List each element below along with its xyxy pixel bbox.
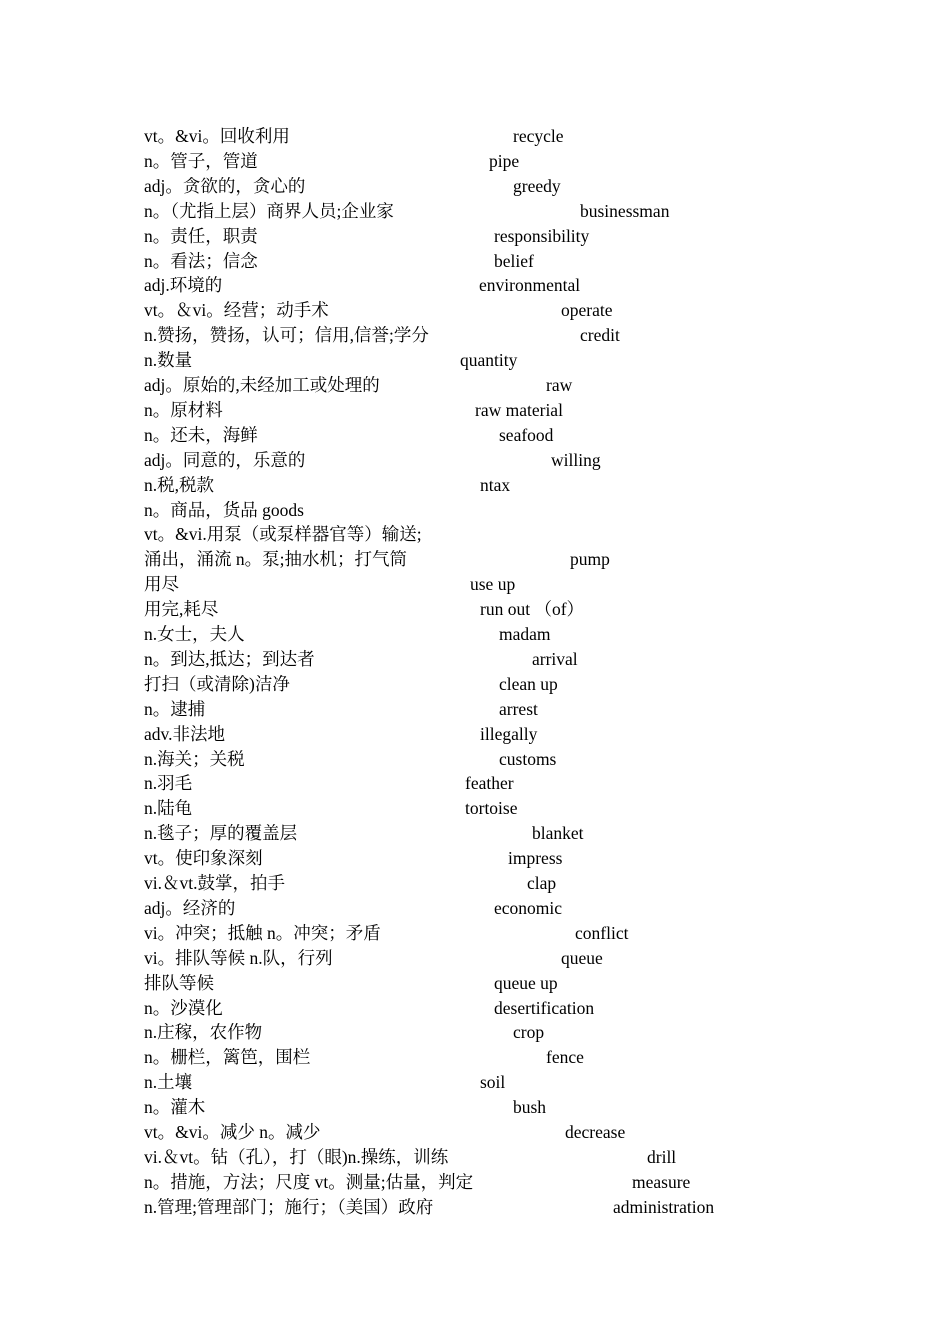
vocab-word: fence xyxy=(546,1047,584,1068)
vocab-definition: n。（尤指上层）商界人员;企业家 xyxy=(144,200,394,221)
vocab-word: pump xyxy=(570,549,610,570)
vocab-word: clap xyxy=(527,873,557,893)
vocab-word: belief xyxy=(494,250,534,271)
vocab-definition: vi.＆vt.鼓掌，拍手 xyxy=(144,873,285,893)
vocab-definition: 打扫（或清除)洁净 xyxy=(144,673,290,694)
vocab-definition: n.赞扬，赞扬，认可；信用,信誉;学分 xyxy=(144,325,429,346)
vocab-word: conflict xyxy=(575,922,629,943)
vocab-definition: n.数量 xyxy=(144,350,193,371)
vocab-definition: n。管子，管道 xyxy=(144,150,258,171)
vocab-definition: n.管理;管理部门；施行；（美国）政府 xyxy=(144,1196,434,1217)
vocab-word: seafood xyxy=(499,424,554,445)
vocab-word: environmental xyxy=(479,275,581,296)
vocab-definition: vt。&vi。减少 n。减少 xyxy=(144,1122,321,1142)
vocab-word: arrival xyxy=(532,648,578,669)
vocab-word: economic xyxy=(494,897,563,918)
vocab-definition: n。逮捕 xyxy=(144,698,206,719)
vocab-word: raw material xyxy=(475,399,563,420)
vocab-definition: vt。使印象深刻 xyxy=(144,848,263,869)
vocab-definition: n.陆龟 xyxy=(144,798,193,819)
vocab-definition: n.羽毛 xyxy=(144,773,193,794)
vocab-definition: n。原材料 xyxy=(144,399,223,420)
vocab-definition: adj。经济的 xyxy=(144,897,236,918)
vocab-definition: adj。贪欲的，贪心的 xyxy=(144,175,306,196)
vocab-definition: n.毯子；厚的覆盖层 xyxy=(144,823,298,844)
vocab-definition: 用尽 xyxy=(144,574,179,595)
vocab-definition: vt。&vi。回收利用 xyxy=(144,126,290,146)
vocab-definition: 涌出，涌流 n。泵;抽水机；打气筒 xyxy=(144,549,407,570)
vocab-definition: n.土壤 xyxy=(144,1072,193,1093)
vocab-word: drill xyxy=(647,1146,677,1167)
vocab-definition: adj。同意的，乐意的 xyxy=(144,449,306,470)
vocab-definition: n.庄稼，农作物 xyxy=(144,1022,263,1043)
vocab-word: blanket xyxy=(532,823,584,844)
vocab-word: madam xyxy=(499,624,551,644)
vocab-word: clean up xyxy=(499,673,558,694)
vocab-definition: vt。&vi.用泵（或泵样器官等）输送; xyxy=(144,524,422,545)
vocab-word: credit xyxy=(580,325,620,346)
vocab-definition: 排队等候 xyxy=(144,972,214,993)
vocab-definition: n.女士，夫人 xyxy=(144,624,245,644)
vocab-word: measure xyxy=(632,1171,691,1192)
vocab-definition: adv.非法地 xyxy=(144,723,226,744)
vocab-word: operate xyxy=(561,300,613,321)
vocab-definition: 用完,耗尽 xyxy=(144,599,219,620)
vocab-word: customs xyxy=(499,748,557,769)
vocab-definition: n。责任，职责 xyxy=(144,225,258,246)
vocab-definition: n。到达,抵达；到达者 xyxy=(144,648,315,669)
vocab-word: decrease xyxy=(565,1122,626,1142)
vocab-definition: n。还未，海鲜 xyxy=(144,424,258,445)
vocab-word: use up xyxy=(470,574,516,595)
vocab-word: bush xyxy=(513,1097,547,1118)
vocab-definition: n.海关；关税 xyxy=(144,748,245,769)
vocab-word: ntax xyxy=(480,474,511,495)
vocab-definition: vt。＆vi。经营；动手术 xyxy=(144,300,329,321)
vocab-word: businessman xyxy=(580,200,670,221)
vocab-word: pipe xyxy=(489,150,520,171)
vocab-word: administration xyxy=(613,1196,715,1217)
vocab-word: arrest xyxy=(499,698,538,719)
vocab-definition: adj.环境的 xyxy=(144,275,223,296)
vocab-word: impress xyxy=(508,848,563,869)
vocab-definition: vi。排队等候 n.队，行列 xyxy=(144,947,333,968)
vocab-word: run out （of） xyxy=(480,599,585,620)
vocab-definition: n。措施，方法；尺度 vt。测量;估量，判定 xyxy=(144,1171,474,1192)
vocab-word: raw xyxy=(546,375,573,395)
vocab-definition: vi。冲突；抵触 n。冲突；矛盾 xyxy=(144,922,381,943)
vocab-definition: vi.＆vt。钻（孔），打（眼)n.操练，训练 xyxy=(144,1146,449,1167)
vocab-definition: n。商品，货品 goods xyxy=(144,499,304,520)
vocab-word: crop xyxy=(513,1022,545,1043)
vocab-definition: n。栅栏，篱笆，围栏 xyxy=(144,1047,311,1068)
vocab-definition: n。看法；信念 xyxy=(144,250,258,271)
vocab-word: queue up xyxy=(494,972,558,993)
vocab-word: illegally xyxy=(480,723,538,744)
vocab-word: greedy xyxy=(513,175,561,196)
vocab-definition: n。沙漠化 xyxy=(144,997,223,1018)
vocab-word: desertification xyxy=(494,997,595,1018)
vocab-word: soil xyxy=(480,1072,506,1093)
vocab-word: responsibility xyxy=(494,225,590,246)
vocab-word: queue xyxy=(561,947,603,968)
vocab-word: quantity xyxy=(460,350,518,371)
vocab-word: tortoise xyxy=(465,798,518,819)
vocab-definition: n.税,税款 xyxy=(144,474,214,495)
vocab-definition: n。灌木 xyxy=(144,1097,206,1118)
vocab-word: feather xyxy=(465,773,514,794)
vocab-word: willing xyxy=(551,449,601,470)
vocab-word: recycle xyxy=(513,126,564,146)
vocab-definition: adj。原始的,未经加工或处理的 xyxy=(144,375,380,395)
